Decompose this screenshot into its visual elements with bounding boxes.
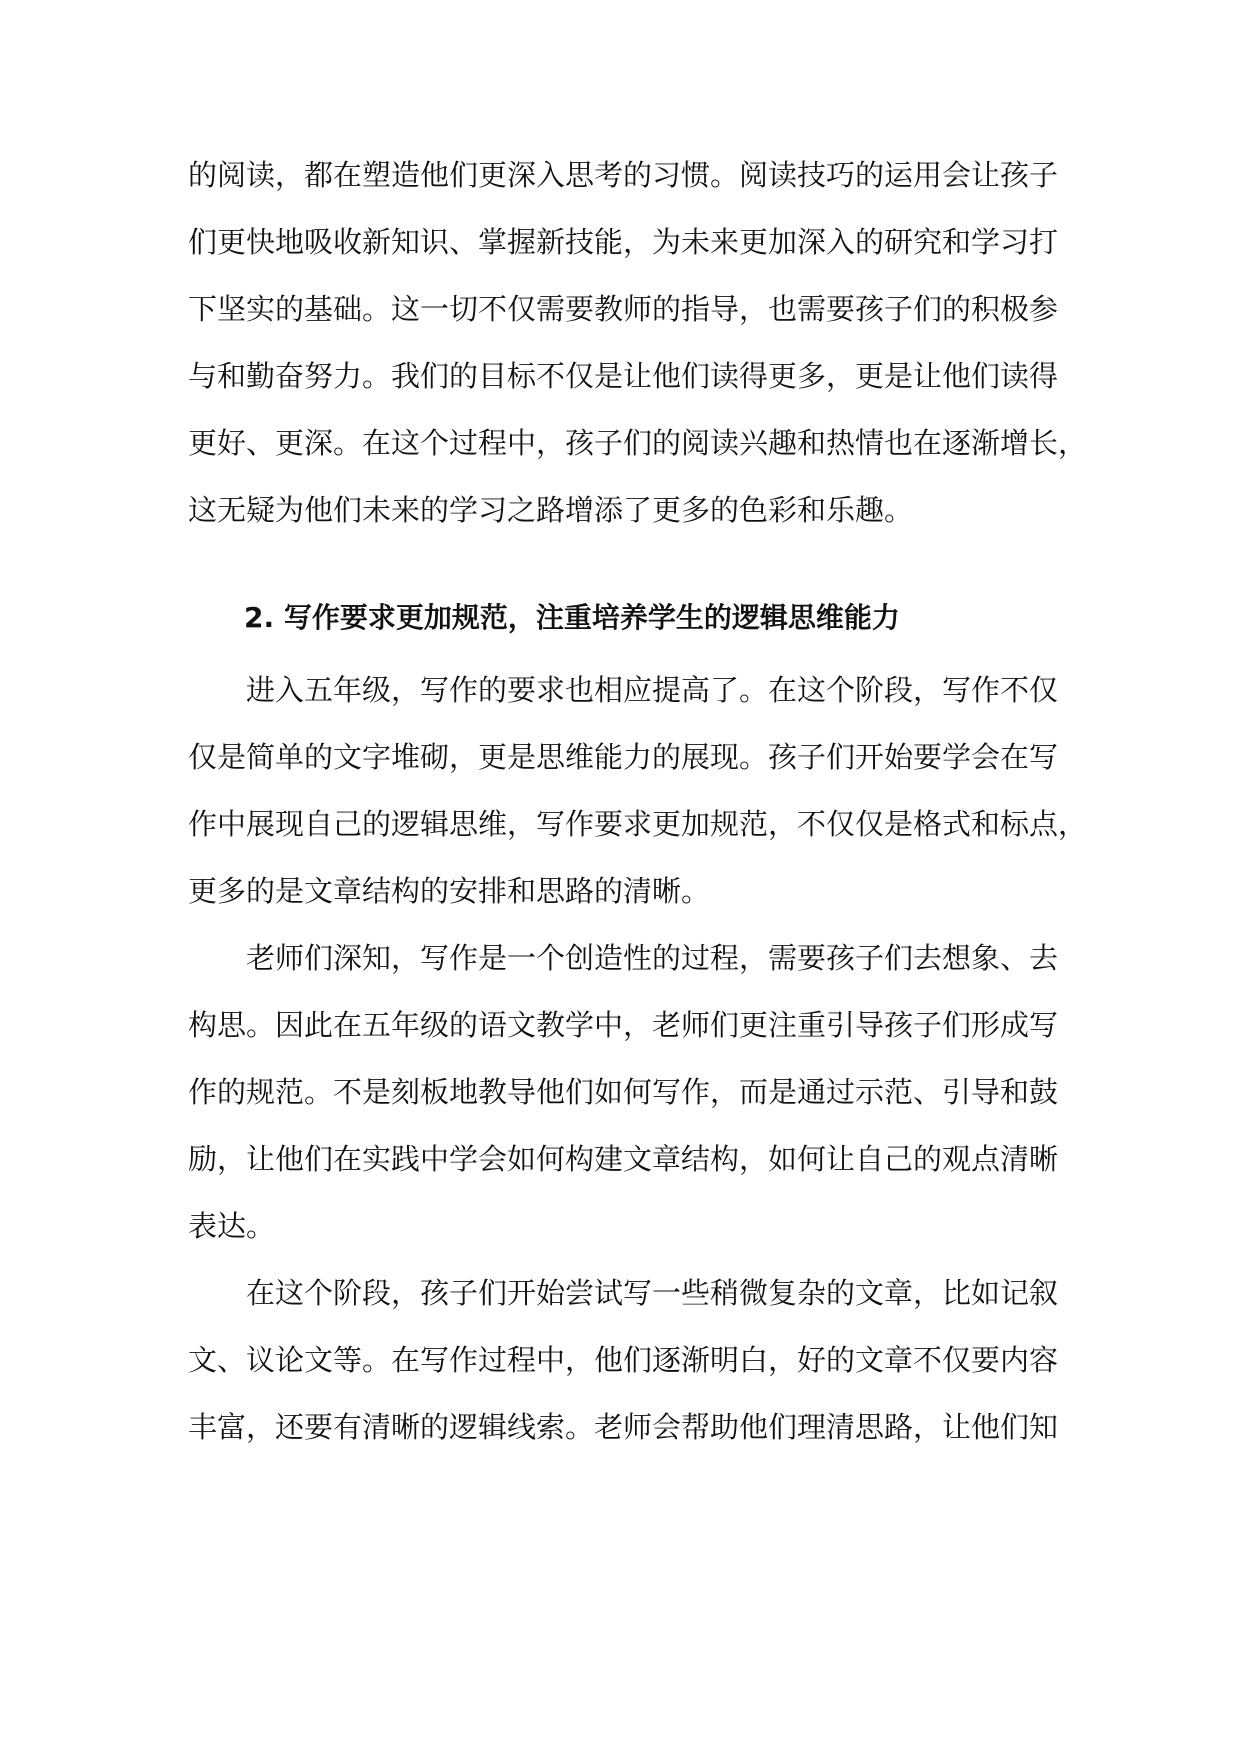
text-line: 作中展现自己的逻辑思维，写作要求更加规范，不仅仅是格式和标点， [188, 807, 1088, 841]
text-line: 这无疑为他们未来的学习之路增添了更多的色彩和乐趣。 [188, 493, 914, 527]
paragraph-teachers-guidance [188, 925, 1059, 1260]
text-line: 的阅读，都在塑造他们更深入思考的习惯。阅读技巧的运用会让孩子 [188, 158, 1059, 192]
text-line: 文、议论文等。在写作过程中，他们逐渐明白，好的文章不仅要内容 [188, 1343, 1059, 1377]
document-body [188, 142, 1088, 1461]
text-line: 们更快地吸收新知识、掌握新技能，为未来更加深入的研究和学习打 [188, 225, 1059, 259]
paragraph-continued [188, 142, 1088, 544]
text-line: 作的规范。不是刻板地教导他们如何写作，而是通过示范、引导和鼓 [188, 1075, 1059, 1109]
text-line: 老师们深知，写作是一个创造性的过程，需要孩子们去想象、去 [246, 941, 1059, 975]
paragraph-complex-articles [188, 1260, 1059, 1461]
text-line: 下坚实的基础。这一切不仅需要教师的指导，也需要孩子们的积极参 [188, 292, 1059, 326]
paragraph-writing-requirements [188, 657, 1088, 925]
text-line: 丰富，还要有清晰的逻辑线索。老师会帮助他们理清思路，让他们知 [188, 1410, 1059, 1444]
text-line: 更好、更深。在这个过程中，孩子们的阅读兴趣和热情也在逐渐增长， [188, 426, 1088, 460]
text-line: 仅是简单的文字堆砌，更是思维能力的展现。孩子们开始要学会在写 [188, 740, 1059, 774]
text-line: 在这个阶段，孩子们开始尝试写一些稍微复杂的文章，比如记叙 [246, 1276, 1059, 1310]
text-line: 构思。因此在五年级的语文教学中，老师们更注重引导孩子们形成写 [188, 1008, 1059, 1042]
text-line: 励，让他们在实践中学会如何构建文章结构，如何让自己的观点清晰 [188, 1142, 1059, 1176]
text-line: 与和勤奋努力。我们的目标不仅是让他们读得更多，更是让他们读得 [188, 359, 1059, 393]
text-line: 进入五年级，写作的要求也相应提高了。在这个阶段，写作不仅 [246, 673, 1059, 707]
text-line: 表达。 [188, 1209, 276, 1243]
text-line: 更多的是文章结构的安排和思路的清晰。 [188, 874, 711, 908]
section-heading: 2. 写作要求更加规范，注重培养学生的逻辑思维能力 [244, 601, 900, 634]
